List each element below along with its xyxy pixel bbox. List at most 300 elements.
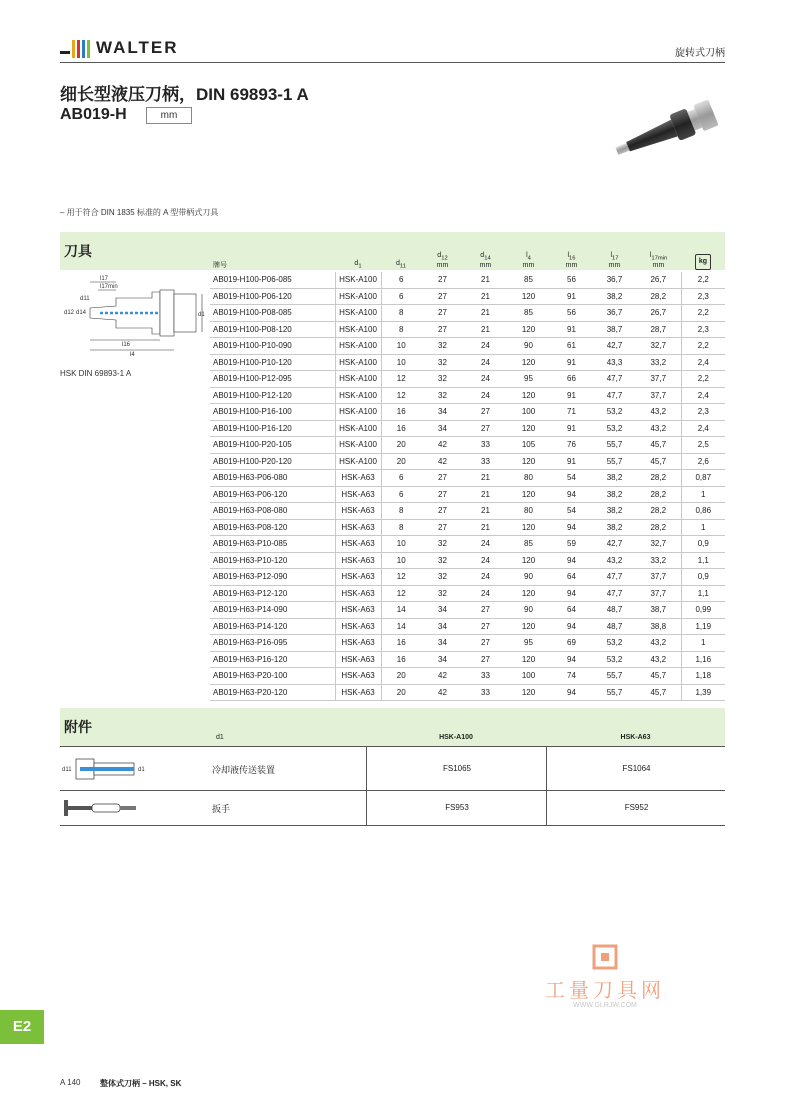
table-row (210, 371, 725, 388)
table-cell: 24 (464, 338, 507, 355)
table-cell: 38,2 (593, 519, 636, 536)
table-cell: 80 (507, 470, 550, 487)
table-cell: 6 (381, 486, 421, 503)
table-cell: 27 (464, 602, 507, 619)
diagram-caption: HSK DIN 69893-1 A (60, 369, 132, 378)
table-cell: 74 (550, 668, 593, 685)
table-cell: 0,87 (681, 470, 725, 487)
table-cell: AB019-H63-P06-120 (210, 486, 335, 503)
table-cell: 6 (381, 272, 421, 288)
table-cell: AB019-H100-P20-105 (210, 437, 335, 454)
table-cell: 37,7 (636, 371, 681, 388)
table-cell: 1,18 (681, 668, 725, 685)
table-cell: 43,2 (636, 651, 681, 668)
col-header-code: 牌号 (213, 262, 227, 269)
table-cell: 48,7 (593, 618, 636, 635)
table-cell: 24 (464, 387, 507, 404)
table-cell: 27 (464, 420, 507, 437)
table-cell: 42 (421, 668, 464, 685)
table-cell: 1 (681, 486, 725, 503)
table-cell: 27 (421, 305, 464, 322)
table-cell: AB019-H63-P14-120 (210, 618, 335, 635)
table-row (210, 635, 725, 652)
table-cell: HSK-A63 (335, 668, 381, 685)
product-code: AB019-H (60, 106, 127, 123)
table-cell: 120 (507, 618, 550, 635)
table-cell: 85 (507, 305, 550, 322)
table-cell: 28,7 (636, 321, 681, 338)
table-cell: 27 (464, 404, 507, 421)
table-cell: 38,7 (636, 602, 681, 619)
table-cell: 2,2 (681, 305, 725, 322)
table-cell: 24 (464, 585, 507, 602)
table-cell: AB019-H63-P12-090 (210, 569, 335, 586)
table-cell: 47,7 (593, 569, 636, 586)
table-cell: 32 (421, 536, 464, 553)
table-cell: 12 (381, 371, 421, 388)
table-cell: 24 (464, 552, 507, 569)
tool-dimension-diagram (60, 274, 208, 358)
table-cell: 59 (550, 536, 593, 553)
table-cell: 33 (464, 684, 507, 701)
table-cell: HSK-A63 (335, 503, 381, 520)
table-cell: 120 (507, 354, 550, 371)
table-cell: 2,2 (681, 371, 725, 388)
watermark-url: WWW.GLRJW.COM (573, 1002, 637, 1009)
table-cell: HSK-A63 (335, 635, 381, 652)
svg-text:l4: l4 (130, 352, 135, 358)
accessory-col-hsk-a100: HSK-A100 (439, 734, 473, 741)
table-cell: 12 (381, 387, 421, 404)
table-cell: 66 (550, 371, 593, 388)
table-cell: HSK-A100 (335, 305, 381, 322)
table-cell: HSK-A100 (335, 321, 381, 338)
walter-logo (60, 38, 200, 60)
accessory-value: FS1065 (366, 747, 547, 790)
table-row (210, 536, 725, 553)
table-cell: AB019-H63-P20-120 (210, 684, 335, 701)
table-cell: 91 (550, 321, 593, 338)
table-row (210, 453, 725, 470)
table-cell: 120 (507, 585, 550, 602)
table-cell: 2,4 (681, 420, 725, 437)
table-cell: 20 (381, 437, 421, 454)
table-cell: 0,86 (681, 503, 725, 520)
table-cell: 33 (464, 453, 507, 470)
table-cell: HSK-A63 (335, 519, 381, 536)
table-cell: 27 (421, 288, 464, 305)
table-cell: 34 (421, 618, 464, 635)
table-cell: 120 (507, 420, 550, 437)
table-cell: 33,2 (636, 552, 681, 569)
table-cell: 71 (550, 404, 593, 421)
table-cell: 80 (507, 503, 550, 520)
table-cell: 95 (507, 371, 550, 388)
table-cell: 42,7 (593, 536, 636, 553)
logo-mark-icon (60, 38, 94, 60)
table-cell: 24 (464, 354, 507, 371)
table-row (210, 305, 725, 322)
col-header-d11: $d_{11}$ (396, 259, 406, 269)
table-cell: AB019-H100-P10-120 (210, 354, 335, 371)
table-cell: 21 (464, 470, 507, 487)
table-cell: AB019-H63-P14-090 (210, 602, 335, 619)
table-cell: 24 (464, 536, 507, 553)
table-cell: 21 (464, 503, 507, 520)
table-cell: 27 (421, 321, 464, 338)
table-cell: HSK-A63 (335, 486, 381, 503)
table-cell: AB019-H100-P06-085 (210, 272, 335, 288)
table-cell: 28,2 (636, 288, 681, 305)
table-cell: 120 (507, 486, 550, 503)
table-cell: 32,7 (636, 536, 681, 553)
table-cell: AB019-H100-P20-120 (210, 453, 335, 470)
table-row (210, 618, 725, 635)
table-cell: 120 (507, 651, 550, 668)
table-cell: 32 (421, 338, 464, 355)
table-cell: 27 (421, 519, 464, 536)
table-cell: 91 (550, 288, 593, 305)
weight-icon: kg (695, 254, 711, 270)
table-cell: 91 (550, 354, 593, 371)
table-cell: 2,5 (681, 437, 725, 454)
table-row (210, 602, 725, 619)
col-header-l17: $l_{17}$ mm (608, 251, 621, 269)
table-cell: 28,2 (636, 486, 681, 503)
table-cell: 34 (421, 602, 464, 619)
table-cell: 28,2 (636, 470, 681, 487)
table-cell: 27 (421, 272, 464, 288)
table-cell: 37,7 (636, 585, 681, 602)
table-cell: AB019-H63-P20-100 (210, 668, 335, 685)
table-cell: 36,7 (593, 272, 636, 288)
table-cell: 1,19 (681, 618, 725, 635)
table-cell: 42 (421, 684, 464, 701)
table-cell: 90 (507, 569, 550, 586)
table-cell: 100 (507, 404, 550, 421)
table-cell: 42 (421, 437, 464, 454)
table-cell: HSK-A100 (335, 437, 381, 454)
table-cell: AB019-H100-P06-120 (210, 288, 335, 305)
table-cell: 27 (464, 635, 507, 652)
table-cell: 27 (464, 651, 507, 668)
table-cell: 94 (550, 618, 593, 635)
table-cell: 2,6 (681, 453, 725, 470)
table-cell: AB019-H63-P08-080 (210, 503, 335, 520)
col-header-l4: $l_4$ mm (522, 251, 535, 269)
table-cell: 24 (464, 569, 507, 586)
table-cell: 43,2 (636, 404, 681, 421)
table-cell: 0,9 (681, 536, 725, 553)
table-cell: 120 (507, 552, 550, 569)
table-cell: 8 (381, 321, 421, 338)
table-cell: 0,9 (681, 569, 725, 586)
table-cell: 38,2 (593, 288, 636, 305)
accessory-col-d1: d1 (216, 734, 224, 741)
table-cell: 28,2 (636, 519, 681, 536)
table-cell: 34 (421, 420, 464, 437)
table-cell: AB019-H100-P12-120 (210, 387, 335, 404)
table-cell: 43,2 (636, 420, 681, 437)
table-cell: 27 (421, 470, 464, 487)
table-cell: 64 (550, 569, 593, 586)
svg-text:d12: d12 (64, 310, 75, 316)
tool-section-title: 刀具 (64, 243, 92, 259)
table-cell: HSK-A63 (335, 552, 381, 569)
table-cell: AB019-H100-P16-120 (210, 420, 335, 437)
table-cell: 53,2 (593, 635, 636, 652)
table-cell: 91 (550, 387, 593, 404)
table-cell: 27 (464, 618, 507, 635)
table-cell: 47,7 (593, 387, 636, 404)
svg-text:d11: d11 (62, 767, 72, 773)
table-cell: 94 (550, 519, 593, 536)
section-label: 旋转式刀柄 (675, 48, 725, 59)
table-cell: 55,7 (593, 453, 636, 470)
table-cell: 2,3 (681, 288, 725, 305)
table-cell: 43,2 (593, 552, 636, 569)
table-cell: 2,4 (681, 354, 725, 371)
table-cell: 32,7 (636, 338, 681, 355)
wrench-icon (60, 794, 150, 822)
table-cell: 16 (381, 404, 421, 421)
table-cell: 21 (464, 486, 507, 503)
table-cell: 53,2 (593, 404, 636, 421)
table-cell: 90 (507, 338, 550, 355)
table-cell: 14 (381, 602, 421, 619)
table-cell: 2,4 (681, 387, 725, 404)
table-cell: 32 (421, 585, 464, 602)
table-cell: HSK-A100 (335, 420, 381, 437)
table-cell: HSK-A63 (335, 470, 381, 487)
svg-text:l16: l16 (122, 342, 131, 348)
svg-text:d1: d1 (198, 312, 205, 318)
table-cell: HSK-A63 (335, 536, 381, 553)
table-cell: 95 (507, 635, 550, 652)
table-cell: 24 (464, 371, 507, 388)
table-cell: 20 (381, 684, 421, 701)
table-cell: 43,3 (593, 354, 636, 371)
table-cell: HSK-A100 (335, 288, 381, 305)
table-cell: 1,39 (681, 684, 725, 701)
table-cell: 21 (464, 288, 507, 305)
table-cell: 1,1 (681, 552, 725, 569)
table-cell: 47,7 (593, 371, 636, 388)
table-cell: 45,7 (636, 668, 681, 685)
table-cell: 47,7 (593, 585, 636, 602)
table-cell: AB019-H63-P12-120 (210, 585, 335, 602)
accessory-value: FS952 (546, 790, 726, 825)
table-cell: 69 (550, 635, 593, 652)
table-cell: 120 (507, 288, 550, 305)
table-cell: 28,2 (636, 503, 681, 520)
svg-text:d11: d11 (80, 296, 90, 302)
table-cell: 1,16 (681, 651, 725, 668)
svg-text:d1: d1 (138, 767, 145, 773)
table-cell: 32 (421, 387, 464, 404)
table-cell: 27 (421, 486, 464, 503)
table-cell: 16 (381, 635, 421, 652)
table-cell: HSK-A100 (335, 354, 381, 371)
table-row (210, 470, 725, 487)
table-cell: 55,7 (593, 684, 636, 701)
table-cell: 100 (507, 668, 550, 685)
table-cell: 20 (381, 668, 421, 685)
table-row (210, 437, 725, 454)
usage-note: – 用于符合 DIN 1835 标准的 A 型带柄式刀具 (60, 208, 219, 217)
table-row (210, 552, 725, 569)
table-cell: HSK-A63 (335, 618, 381, 635)
watermark (540, 944, 670, 1016)
table-cell: 1 (681, 635, 725, 652)
table-cell: HSK-A100 (335, 338, 381, 355)
table-cell: 91 (550, 453, 593, 470)
table-cell: 2,3 (681, 321, 725, 338)
table-cell: 48,7 (593, 602, 636, 619)
table-cell: 2,2 (681, 272, 725, 288)
table-cell: 94 (550, 585, 593, 602)
table-row (210, 569, 725, 586)
table-cell: 94 (550, 684, 593, 701)
table-cell: 21 (464, 272, 507, 288)
page-number: A 140 (60, 1078, 81, 1087)
table-header-row (210, 237, 725, 272)
table-cell: 20 (381, 453, 421, 470)
svg-text:d14: d14 (76, 310, 87, 316)
table-cell: AB019-H100-P16-100 (210, 404, 335, 421)
table-row (210, 651, 725, 668)
table-cell: 21 (464, 519, 507, 536)
accessory-value: FS953 (366, 790, 547, 825)
watermark-text: 工量刀具网 (545, 978, 665, 1002)
table-cell: HSK-A100 (335, 404, 381, 421)
table-cell: HSK-A63 (335, 651, 381, 668)
table-cell: 38,7 (593, 321, 636, 338)
table-cell: 2,2 (681, 338, 725, 355)
table-cell: AB019-H63-P16-120 (210, 651, 335, 668)
product-image (605, 95, 730, 167)
table-cell: 6 (381, 288, 421, 305)
table-row (210, 684, 725, 701)
svg-text:l17min: l17min (100, 284, 118, 290)
table-cell: 10 (381, 552, 421, 569)
table-cell: 37,7 (636, 387, 681, 404)
table-cell: 120 (507, 387, 550, 404)
table-row (210, 668, 725, 685)
table-row (210, 387, 725, 404)
table-cell: 21 (464, 305, 507, 322)
table-cell: 61 (550, 338, 593, 355)
table-cell: 91 (550, 420, 593, 437)
table-cell: 8 (381, 519, 421, 536)
table-cell: 8 (381, 503, 421, 520)
table-cell: 120 (507, 684, 550, 701)
table-cell: 38,2 (593, 503, 636, 520)
table-cell: AB019-H63-P16-095 (210, 635, 335, 652)
table-row (210, 404, 725, 421)
table-cell: 37,7 (636, 569, 681, 586)
accessory-value: FS1064 (546, 747, 726, 790)
table-cell: 10 (381, 354, 421, 371)
table-cell: 34 (421, 651, 464, 668)
header-divider (60, 62, 725, 63)
table-cell: AB019-H63-P06-080 (210, 470, 335, 487)
table-cell: 45,7 (636, 437, 681, 454)
table-cell: 38,2 (593, 470, 636, 487)
accessory-col-hsk-a63: HSK-A63 (620, 734, 651, 741)
table-cell: 64 (550, 602, 593, 619)
table-row (210, 272, 725, 288)
table-cell: 56 (550, 305, 593, 322)
table-cell: 120 (507, 321, 550, 338)
table-cell: 55,7 (593, 437, 636, 454)
table-cell: AB019-H100-P10-090 (210, 338, 335, 355)
table-cell: 27 (421, 503, 464, 520)
col-header-l16: $l_{16}$ mm (565, 251, 578, 269)
table-cell: 56 (550, 272, 593, 288)
accessory-name: 冷却液传送装置 (212, 765, 276, 775)
table-cell: 36,7 (593, 305, 636, 322)
table-cell: 1 (681, 519, 725, 536)
table-cell: 21 (464, 321, 507, 338)
col-header-d12: $d_{12}$ mm (436, 251, 449, 269)
page-title: 细长型液压刀柄，DIN 69893-1 A (60, 85, 309, 104)
table-cell: 38,8 (636, 618, 681, 635)
table-cell: 42 (421, 453, 464, 470)
table-cell: 85 (507, 272, 550, 288)
table-cell: 12 (381, 569, 421, 586)
table-row (210, 321, 725, 338)
svg-text:l17: l17 (100, 276, 109, 282)
table-cell: 16 (381, 420, 421, 437)
table-row (210, 338, 725, 355)
table-cell: HSK-A63 (335, 585, 381, 602)
table-cell: 26,7 (636, 305, 681, 322)
table-cell: 33 (464, 668, 507, 685)
table-cell: AB019-H100-P08-120 (210, 321, 335, 338)
table-cell: 1,1 (681, 585, 725, 602)
table-cell: 32 (421, 552, 464, 569)
table-row (210, 486, 725, 503)
table-cell: 76 (550, 437, 593, 454)
table-cell: 38,2 (593, 486, 636, 503)
table-row (210, 519, 725, 536)
table-cell: 85 (507, 536, 550, 553)
table-cell: 10 (381, 338, 421, 355)
table-cell: 32 (421, 569, 464, 586)
table-cell: 33,2 (636, 354, 681, 371)
accessory-name: 扳手 (212, 804, 231, 814)
table-row (210, 354, 725, 371)
table-cell: 54 (550, 503, 593, 520)
table-cell: 32 (421, 371, 464, 388)
table-cell: AB019-H100-P08-085 (210, 305, 335, 322)
table-cell: 32 (421, 354, 464, 371)
table-cell: 42,7 (593, 338, 636, 355)
table-row (210, 420, 725, 437)
table-cell: 12 (381, 585, 421, 602)
table-cell: 43,2 (636, 635, 681, 652)
table-cell: 53,2 (593, 651, 636, 668)
table-cell: 105 (507, 437, 550, 454)
table-cell: 6 (381, 470, 421, 487)
accessory-section-title: 附件 (64, 719, 92, 735)
table-cell: 120 (507, 519, 550, 536)
table-cell: 10 (381, 536, 421, 553)
accessory-row-coolant (60, 746, 725, 791)
tool-spec-body (210, 272, 725, 701)
table-cell: AB019-H100-P12-095 (210, 371, 335, 388)
